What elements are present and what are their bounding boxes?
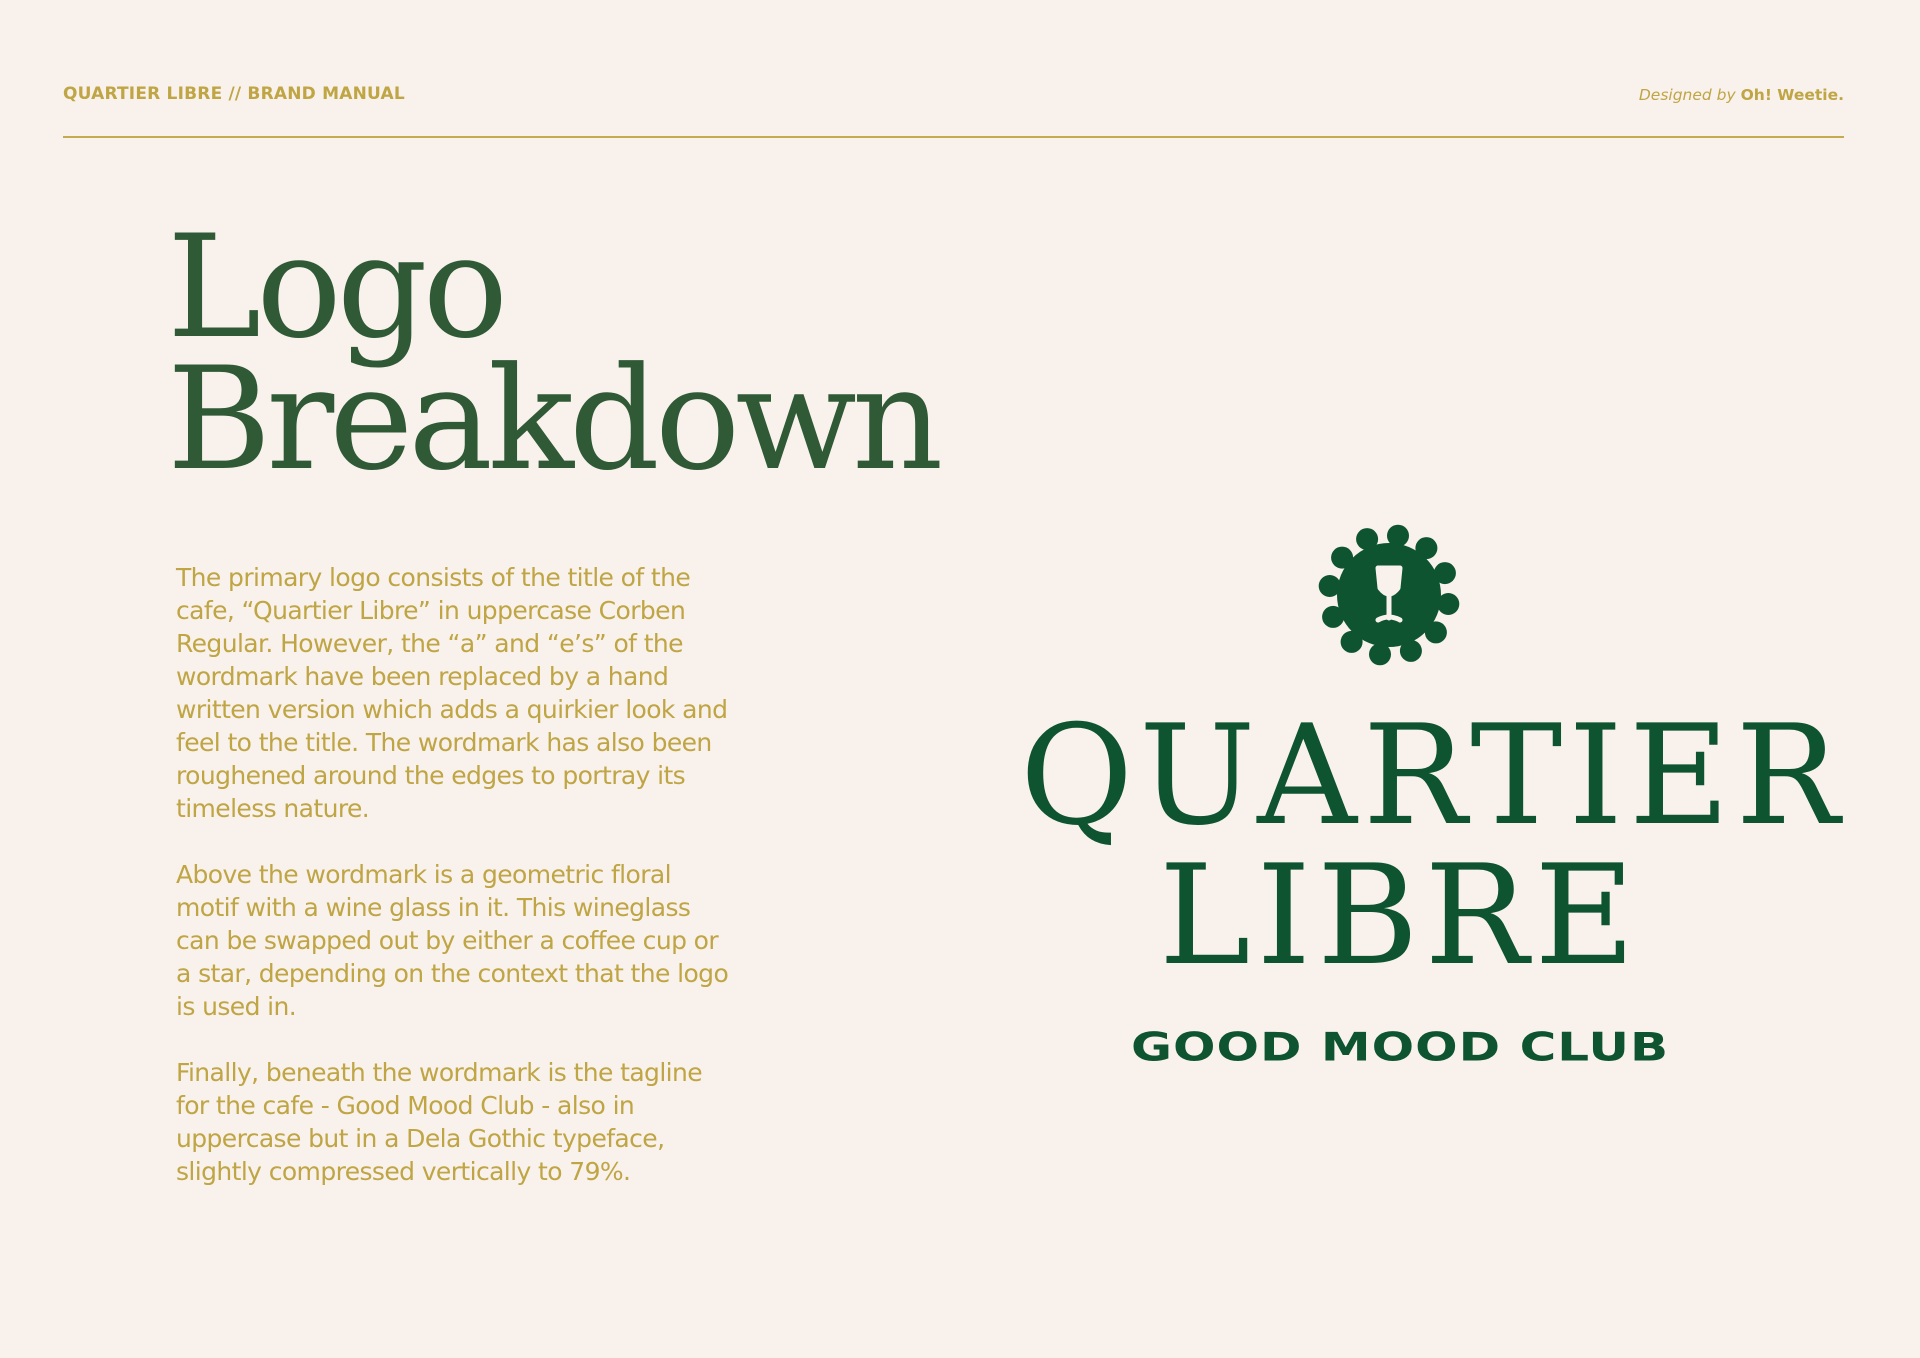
description-paragraph-2: Above the wordmark is a geometric floral motif with a wine glass in it. This wineglass can be swapped out by either a coffee cup or a star, depending on the context that the logo is used in.: [176, 860, 729, 1021]
motif-petal: [1322, 606, 1344, 628]
designer-credit: [1639, 86, 1844, 104]
motif-petal: [1387, 525, 1409, 547]
description-paragraph-3: Finally, beneath the wordmark is the tagline for the cafe - Good Mood Club - also in uppercase but in a Dela Gothic typeface, slightly compressed vertically to 79%.: [176, 1058, 703, 1186]
description-paragraph-1: The primary logo consists of the title of the cafe, “Quartier Libre” in uppercase Corben Regular. However, the “a” and “e’s” of the wordmark have been replaced by a hand written version which adds a quirkier look and feel to the title. The wordmark has also been roughened around the edges to portray its timeless nature.: [176, 563, 728, 823]
designer-credit-prefix: Designed by: [1638, 86, 1736, 104]
description-text: [176, 561, 736, 1221]
page-title-line2: Breakdown: [167, 337, 939, 502]
motif-petal: [1331, 547, 1353, 569]
logo-wordmark: [1020, 695, 1846, 996]
motif-petal: [1434, 562, 1456, 584]
motif-petal: [1425, 621, 1447, 643]
floral-wineglass-icon: [1312, 518, 1466, 672]
designer-credit-brand: Oh! Weetie.: [1740, 86, 1844, 104]
motif-petal: [1415, 537, 1437, 559]
manual-header-title: QUARTIER LIBRE // BRAND MANUAL: [63, 84, 405, 104]
motif-petal: [1437, 593, 1459, 615]
page-title-line1: Logo: [167, 205, 504, 370]
motif-petal: [1369, 643, 1391, 665]
logo-tagline: GOOD MOOD CLUB: [1130, 1024, 1670, 1070]
page-title: [167, 205, 939, 502]
motif-petal: [1400, 640, 1422, 662]
motif-petal: [1319, 575, 1341, 597]
header-divider: [63, 136, 1844, 138]
wordmark-line2: LIBRE: [1158, 835, 1642, 996]
motif-petal: [1341, 631, 1363, 653]
wordmark-line1: QUARTIER: [1020, 695, 1846, 856]
motif-petal: [1356, 528, 1378, 550]
